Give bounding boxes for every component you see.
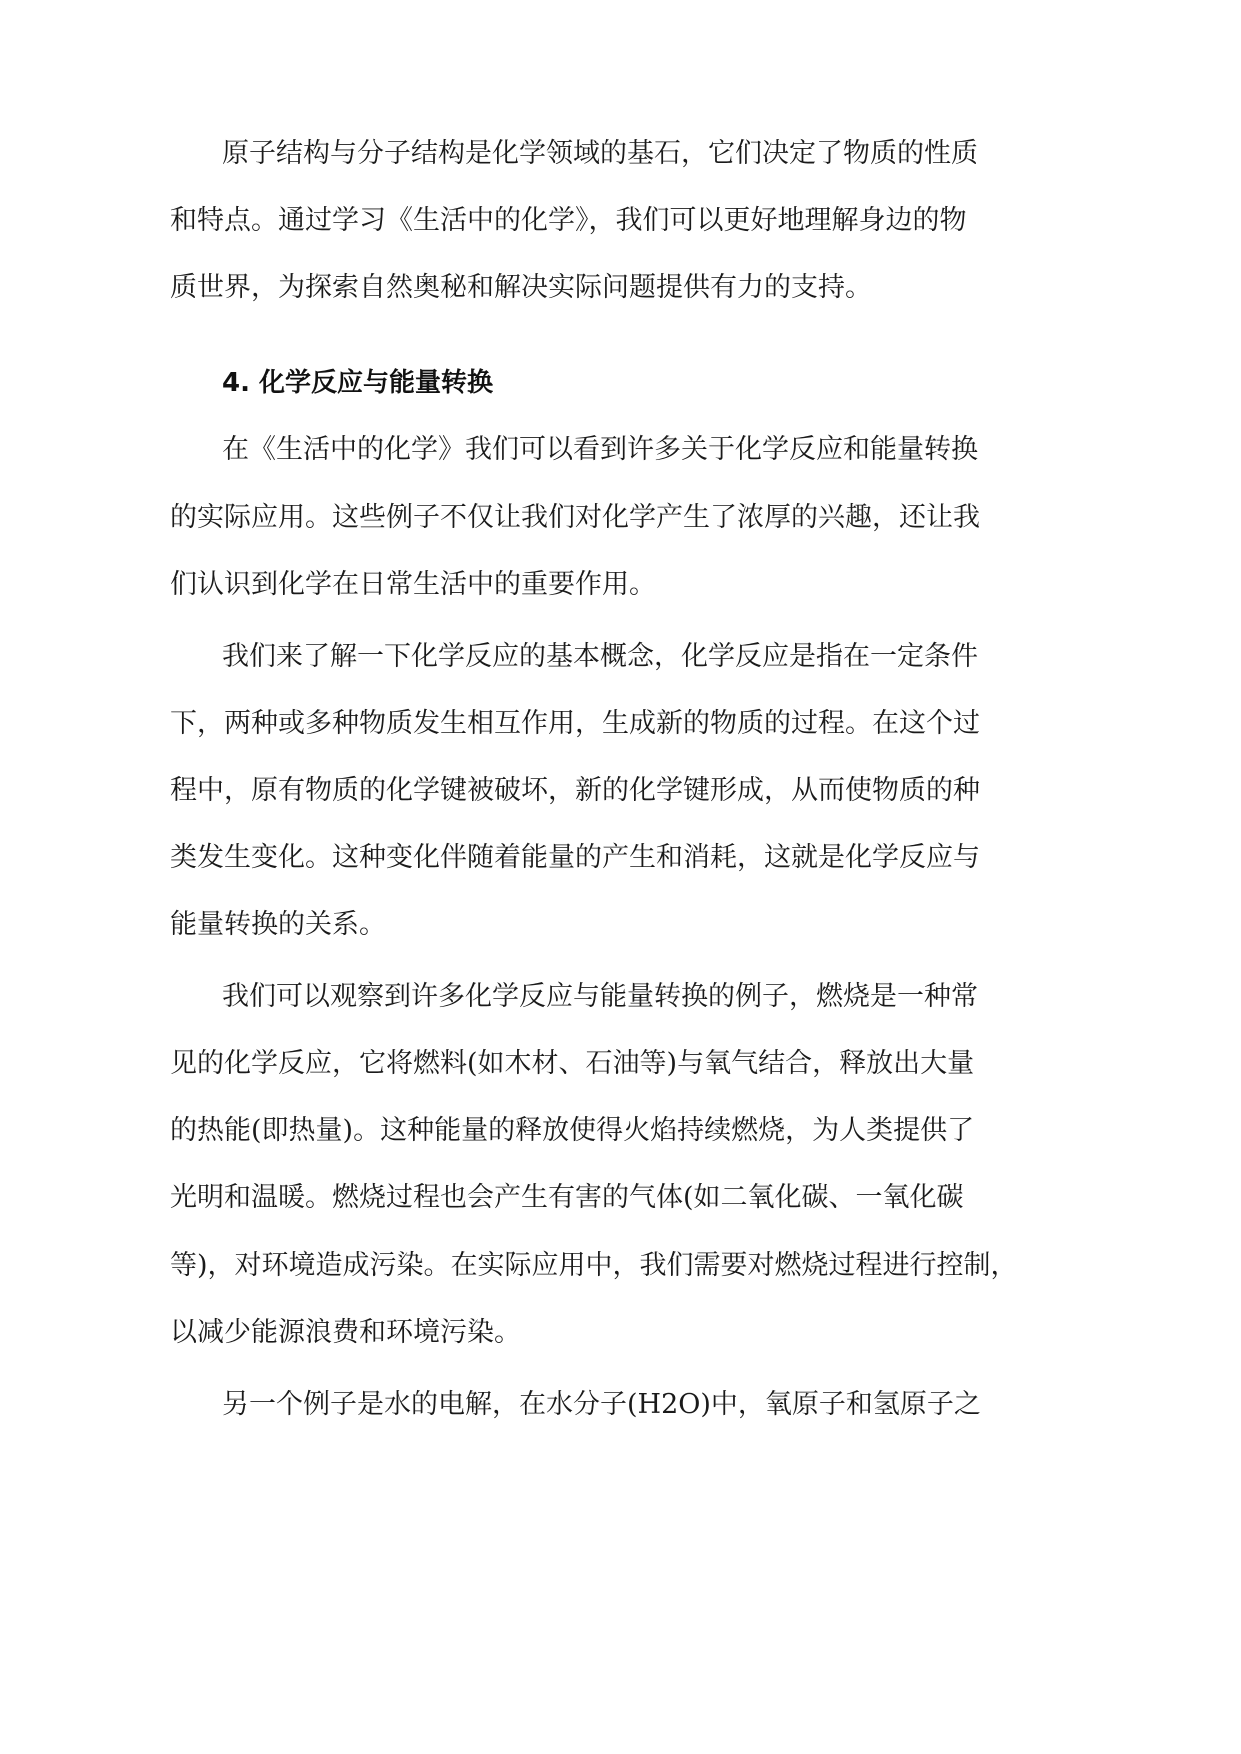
paragraph-4-line-6: 以减少能源浪费和环境污染。: [170, 1317, 521, 1348]
paragraph-3-line-5: 能量转换的关系。: [170, 909, 386, 940]
paragraph-4-line-1: 我们可以观察到许多化学反应与能量转换的例子，燃烧是一种常: [222, 981, 978, 1012]
section-heading: 4. 化学反应与能量转换: [222, 368, 494, 398]
paragraph-2-line-3: 们认识到化学在日常生活中的重要作用。: [170, 569, 656, 600]
paragraph-4-line-2: 见的化学反应，它将燃料(如木材、石油等)与氧气结合，释放出大量: [170, 1048, 975, 1079]
paragraph-3-line-1: 我们来了解一下化学反应的基本概念，化学反应是指在一定条件: [222, 641, 978, 672]
paragraph-3-line-4: 类发生变化。这种变化伴随着能量的产生和消耗，这就是化学反应与: [170, 842, 980, 873]
paragraph-4-line-3: 的热能(即热量)。这种能量的释放使得火焰持续燃烧，为人类提供了: [170, 1115, 975, 1146]
paragraph-1-line-1: 原子结构与分子结构是化学领域的基石，它们决定了物质的性质: [222, 138, 978, 169]
paragraph-2-line-1: 在《生活中的化学》我们可以看到许多关于化学反应和能量转换: [222, 434, 978, 465]
paragraph-2-line-2: 的实际应用。这些例子不仅让我们对化学产生了浓厚的兴趣，还让我: [170, 502, 980, 533]
paragraph-3-line-2: 下，两种或多种物质发生相互作用，生成新的物质的过程。在这个过: [170, 708, 980, 739]
paragraph-5-line-1: 另一个例子是水的电解，在水分子(H2O)中，氧原子和氢原子之: [222, 1389, 981, 1420]
paragraph-3-line-3: 程中，原有物质的化学键被破坏，新的化学键形成，从而使物质的种: [170, 775, 980, 806]
paragraph-1-line-2: 和特点。通过学习《生活中的化学》，我们可以更好地理解身边的物: [170, 205, 967, 236]
paragraph-4-line-4: 光明和温暖。燃烧过程也会产生有害的气体(如二氧化碳、一氧化碳: [170, 1182, 964, 1213]
paragraph-4-line-5: 等)，对环境造成污染。在实际应用中，我们需要对燃烧过程进行控制，: [170, 1250, 1018, 1281]
paragraph-1-line-3: 质世界，为探索自然奥秘和解决实际问题提供有力的支持。: [170, 272, 872, 303]
